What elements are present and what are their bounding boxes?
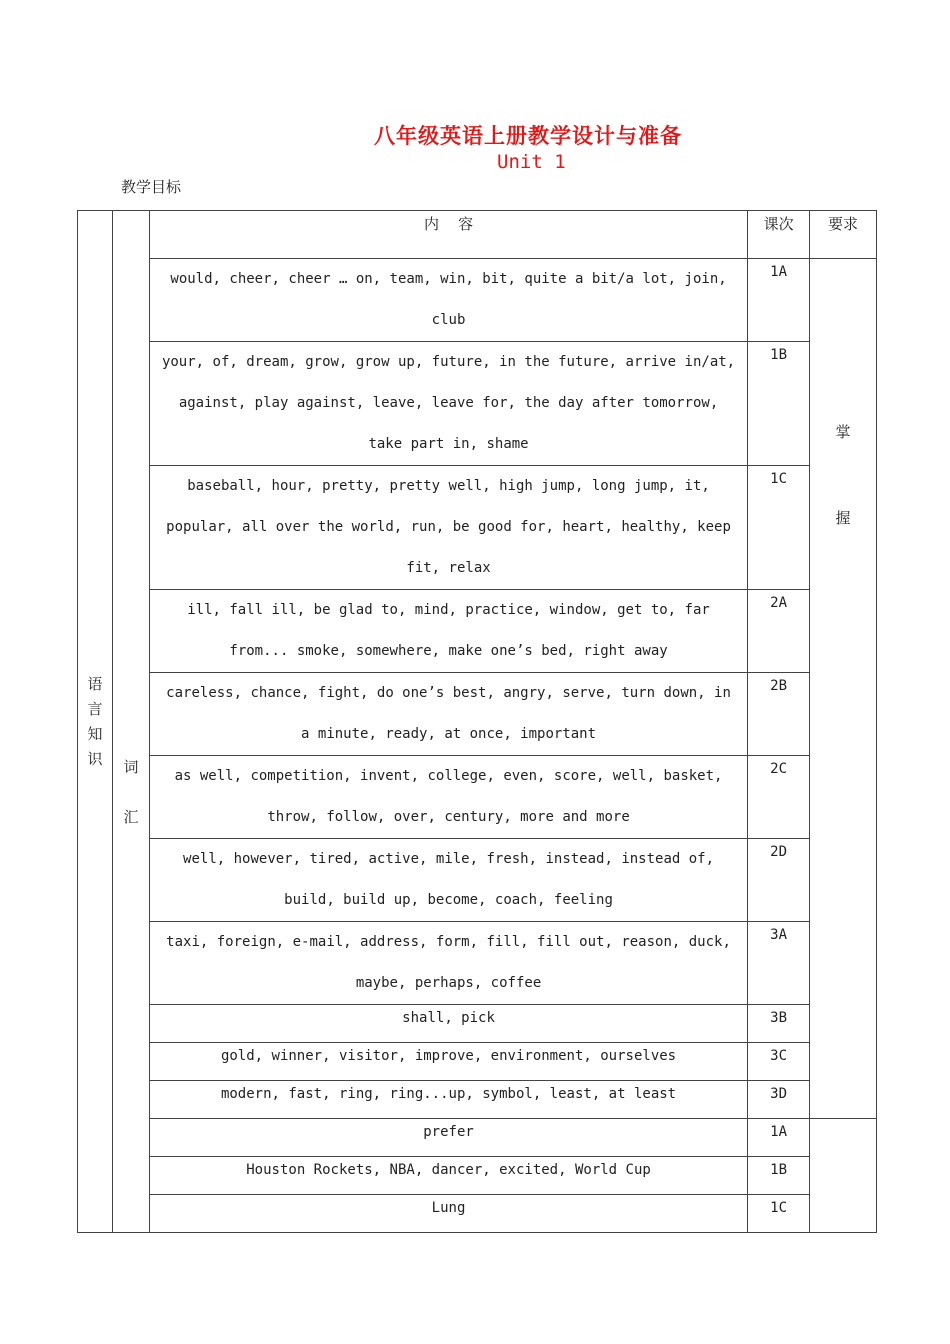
table-row-lesson: 1C xyxy=(748,466,810,590)
table-row-content: would, cheer, cheer … on, team, win, bit, quite a bit/a lot, join, club xyxy=(149,259,747,342)
category-label: 语言知识 xyxy=(87,674,103,768)
objectives-table xyxy=(77,210,877,1233)
table-row-lesson: 2B xyxy=(748,673,810,756)
table-row-content: ill, fall ill, be glad to, mind, practice, window, get to, far from... smoke, somewhere, make one’s bed, right away xyxy=(149,590,747,673)
table-row-lesson: 2D xyxy=(748,839,810,922)
table-row-lesson: 1C xyxy=(748,1195,810,1233)
requirement-cell xyxy=(810,259,877,1119)
table-row-content: Lung xyxy=(149,1195,747,1233)
table-row-content: modern, fast, ring, ring...up, symbol, least, at least xyxy=(149,1081,747,1119)
document-title: 八年级英语上册教学设计与准备 xyxy=(374,123,682,148)
table-row-content: as well, competition, invent, college, even, score, well, basket, throw, follow, over, century, more and more xyxy=(149,756,747,839)
table-row-content: prefer xyxy=(149,1119,747,1157)
table-row-lesson: 3C xyxy=(748,1043,810,1081)
table-row-content: gold, winner, visitor, improve, environment, ourselves xyxy=(149,1043,747,1081)
header-lesson: 课次 xyxy=(748,211,810,259)
header-requirement: 要求 xyxy=(810,211,877,259)
table-row-content: Houston Rockets, NBA, dancer, excited, World Cup xyxy=(149,1157,747,1195)
table-row-content: baseball, hour, pretty, pretty well, high jump, long jump, it, popular, all over the world, run, be good for, heart, healthy, keep fit, relax xyxy=(149,466,747,590)
table-row-lesson: 2C xyxy=(748,756,810,839)
subcategory-cell xyxy=(112,211,149,1233)
section-label: 教学目标 xyxy=(121,178,182,196)
table-row-content: shall, pick xyxy=(149,1005,747,1043)
table-row-lesson: 1A xyxy=(748,1119,810,1157)
table-row-lesson: 1B xyxy=(748,1157,810,1195)
unit-title: Unit 1 xyxy=(497,151,566,173)
requirement-empty-cell xyxy=(810,1119,877,1233)
table-row-lesson: 3B xyxy=(748,1005,810,1043)
subcategory-label: 词汇 xyxy=(123,757,139,826)
table-row-content: well, however, tired, active, mile, fresh, instead, instead of, build, build up, become, coach, feeling xyxy=(149,839,747,922)
table-row-lesson: 3A xyxy=(748,922,810,1005)
table-row-content: careless, chance, fight, do one’s best, angry, serve, turn down, in a minute, ready, at once, important xyxy=(149,673,747,756)
category-cell xyxy=(78,211,113,1233)
header-content: 内 容 xyxy=(149,211,747,259)
table-row-content: taxi, foreign, e-mail, address, form, fill, fill out, reason, duck, maybe, perhaps, coffee xyxy=(149,922,747,1005)
table-row-lesson: 1A xyxy=(748,259,810,342)
table-row-lesson: 1B xyxy=(748,342,810,466)
table-row-lesson: 3D xyxy=(748,1081,810,1119)
requirement-master: 掌握 xyxy=(835,423,851,527)
table-row-lesson: 2A xyxy=(748,590,810,673)
table-row-content: your, of, dream, grow, grow up, future, in the future, arrive in/at, against, play against, leave, leave for, the day after tomorrow, take part in, shame xyxy=(149,342,747,466)
